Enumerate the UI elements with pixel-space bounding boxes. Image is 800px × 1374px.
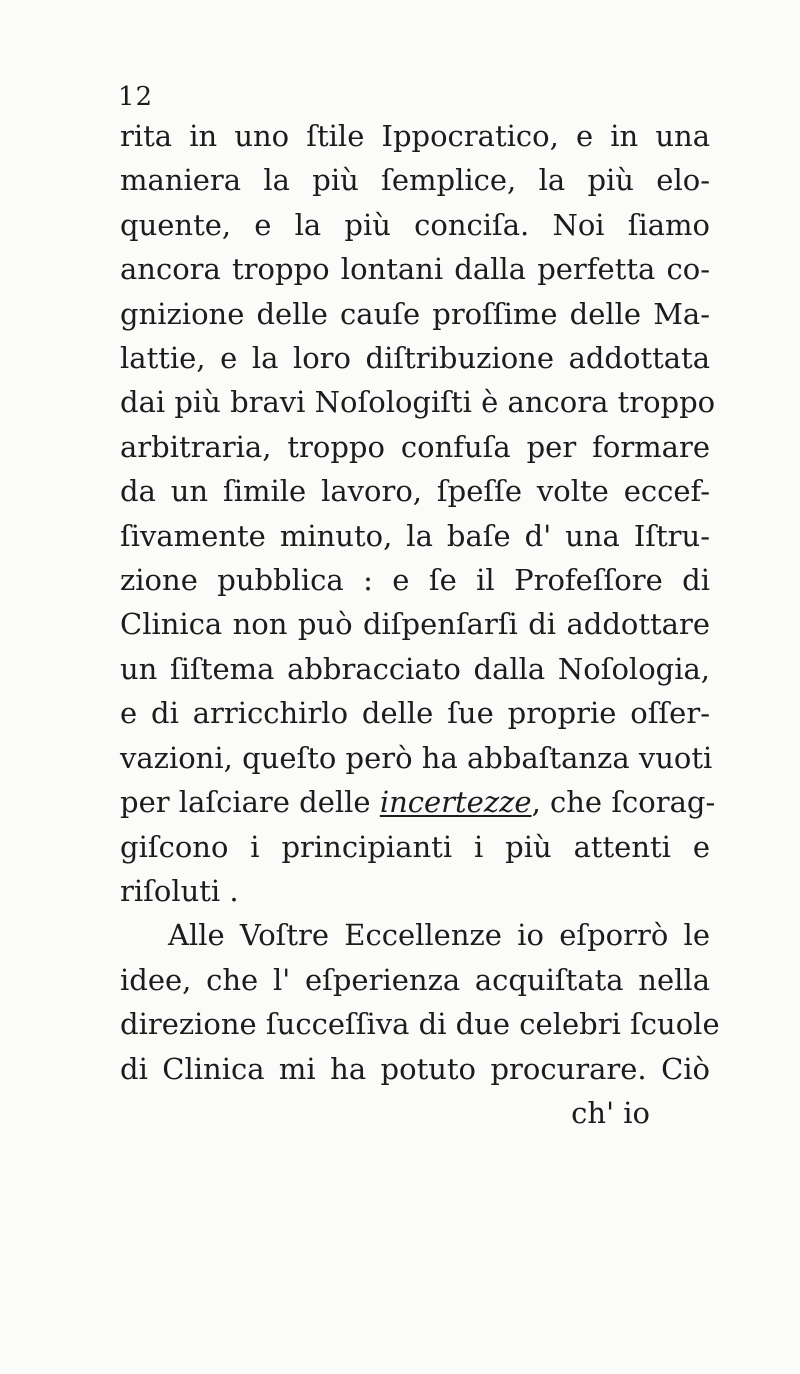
paragraph-start-line: Alle Voſtre Eccellenze io eſporrò le <box>168 918 710 953</box>
text-line: ancora troppo lontani dalla perfetta co- <box>120 252 710 287</box>
text-line: zione pubblica : e ſe il Profeſſore di <box>120 563 710 598</box>
text-line: un ſiſtema abbracciato dalla Noſologia, <box>120 651 710 686</box>
text-line <box>120 780 716 824</box>
text-line: rita in uno ſtile Ippocratico, e in una <box>120 119 710 153</box>
page-number: 12 <box>118 82 154 112</box>
italic-word: incertezze <box>379 785 532 820</box>
text-line: arbitraria, troppo confuſa per formare <box>120 429 710 464</box>
text-line: lattie, e la loro diſtribuzione addottata <box>120 341 710 376</box>
text-segment: per laſciare delle <box>120 785 380 820</box>
body-text <box>120 114 720 1135</box>
text-line: maniera la più ſemplice, la più elo- <box>120 163 710 198</box>
text-line: gnizione delle cauſe proſſime delle Ma- <box>120 296 710 331</box>
text-line: idee, che l' eſperienza acquiſtata nella <box>120 962 710 997</box>
text-line: dai più bravi Noſologiſti è ancora troppo <box>120 385 716 420</box>
text-line: direzione ſucceſſiva di due celebri ſcuole <box>120 1007 720 1042</box>
text-line: ſivamente minuto, la baſe d' una Iſtru- <box>120 518 710 553</box>
text-line: quente, e la più conciſa. Noi ſiamo <box>120 207 710 242</box>
text-line: riſoluti . <box>120 873 239 908</box>
text-line: giſcono i principianti i più attenti e <box>120 829 710 864</box>
text-line: vazioni, queſto però ha abbaſtanza vuoti <box>120 740 713 775</box>
text-line: e di arricchirlo delle ſue proprie oſſer- <box>120 696 710 731</box>
catchword: ch' io <box>571 1095 650 1130</box>
text-line: Clinica non può diſpenſarſi di addottare <box>120 607 710 642</box>
text-line: di Clinica mi ha potuto procurare. Ciò <box>120 1051 710 1086</box>
text-segment: , che ſcorag- <box>531 785 716 820</box>
text-line: da un ſimile lavoro, ſpeſſe volte eccef- <box>120 474 710 509</box>
